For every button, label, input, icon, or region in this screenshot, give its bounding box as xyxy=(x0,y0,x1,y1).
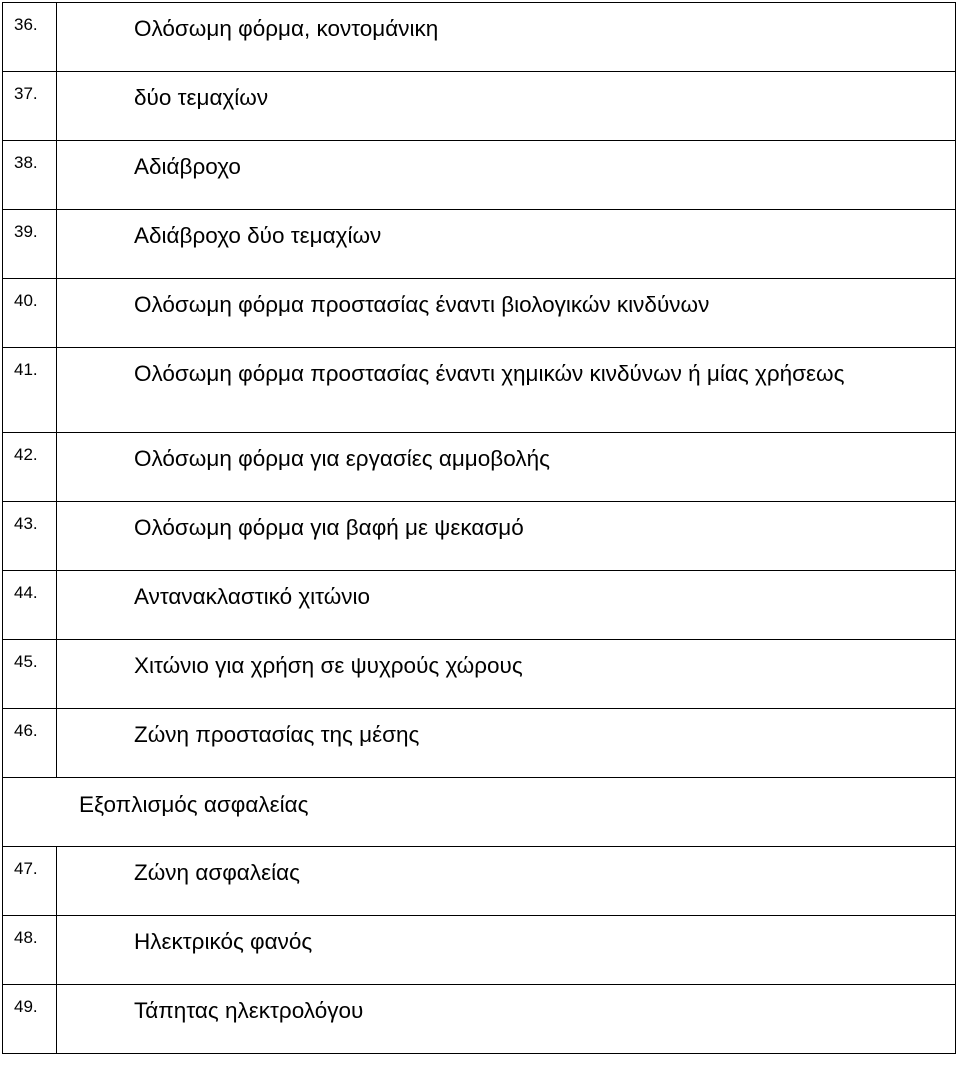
item-number: 49. xyxy=(3,985,57,1054)
item-description: Ζώνη ασφαλείας xyxy=(57,847,956,916)
item-number: 46. xyxy=(3,709,57,778)
table-row xyxy=(3,3,956,72)
item-description: Ολόσωμη φόρμα προστασίας έναντι χημικών κινδύνων ή μίας χρήσεως xyxy=(57,348,956,433)
item-number: 37. xyxy=(3,72,57,141)
item-description: δύο τεμαχίων xyxy=(57,72,956,141)
table-row xyxy=(3,433,956,502)
item-number: 47. xyxy=(3,847,57,916)
item-description: Αδιάβροχο δύο τεμαχίων xyxy=(57,210,956,279)
item-description: Ολόσωμη φόρμα, κοντομάνικη xyxy=(57,3,956,72)
item-number: 43. xyxy=(3,502,57,571)
item-number: 39. xyxy=(3,210,57,279)
section-heading-row xyxy=(3,778,956,847)
table-row xyxy=(3,348,956,433)
table-row xyxy=(3,210,956,279)
item-description: Τάπητας ηλεκτρολόγου xyxy=(57,985,956,1054)
item-number: 41. xyxy=(3,348,57,433)
item-number: 42. xyxy=(3,433,57,502)
item-description: Ολόσωμη φόρμα για βαφή με ψεκασμό xyxy=(57,502,956,571)
table-row xyxy=(3,916,956,985)
table-row xyxy=(3,709,956,778)
table-row xyxy=(3,279,956,348)
item-description: Χιτώνιο για χρήση σε ψυχρούς χώρους xyxy=(57,640,956,709)
item-number: 45. xyxy=(3,640,57,709)
equipment-table xyxy=(2,2,956,1054)
table-row xyxy=(3,640,956,709)
table-row xyxy=(3,141,956,210)
item-description: Ολόσωμη φόρμα για εργασίες αμμοβολής xyxy=(57,433,956,502)
table-row xyxy=(3,72,956,141)
table-row xyxy=(3,571,956,640)
item-number: 40. xyxy=(3,279,57,348)
table-row xyxy=(3,985,956,1054)
item-description: Αντανακλαστικό χιτώνιο xyxy=(57,571,956,640)
item-description: Ζώνη προστασίας της μέσης xyxy=(57,709,956,778)
section-heading: Εξοπλισμός ασφαλείας xyxy=(3,778,956,847)
table-row xyxy=(3,502,956,571)
item-number: 48. xyxy=(3,916,57,985)
item-description: Ολόσωμη φόρμα προστασίας έναντι βιολογικών κινδύνων xyxy=(57,279,956,348)
item-number: 36. xyxy=(3,3,57,72)
item-number: 44. xyxy=(3,571,57,640)
table-row xyxy=(3,847,956,916)
item-number: 38. xyxy=(3,141,57,210)
item-description: Ηλεκτρικός φανός xyxy=(57,916,956,985)
item-description: Αδιάβροχο xyxy=(57,141,956,210)
